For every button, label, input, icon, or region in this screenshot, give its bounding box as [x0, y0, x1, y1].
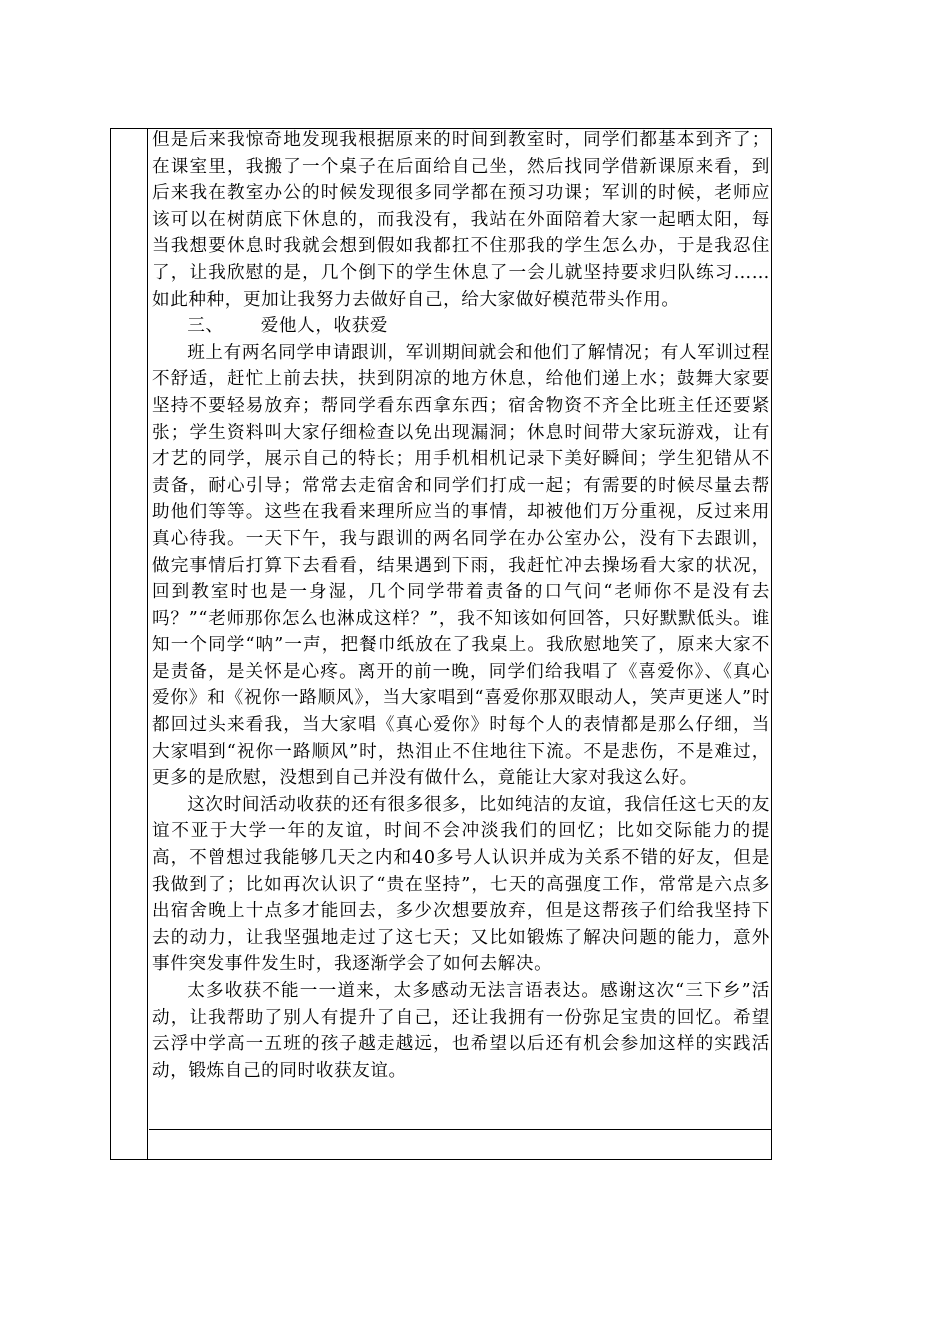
section-number: 三、 — [187, 316, 224, 337]
table-content-cell — [149, 129, 771, 1159]
section-heading — [152, 313, 770, 340]
document-table — [110, 128, 772, 1160]
essay-body — [152, 127, 770, 1084]
table-inner-divider — [149, 1129, 771, 1130]
paragraph-1: 班上有两名同学申请跟训，军训期间就会和他们了解情况；有人军训过程不舒适，赶忙上前去扶，扶到阴凉的地方休息，给他们递上水；鼓舞大家要坚持不要轻易放弃；帮同学看东西拿东西；宿舍物资不齐全比班主任还要紧张；学生资料叫大家仔细检查以免出现漏洞；休息时间带大家玩游戏，让有才艺的同学，展示自己的特长；用手机相机记录下美好瞬间；学生犯错从不责备，耐心引导；常常去走宿舍和同学们打成一起；有需要的时候尽量去帮助他们等等。这些在我看来理所应当的事情，却被他们万分重视，反过来用真心待我。一天下午，我与跟训的两名同学在办公室办公，没有下去跟训，做完事情后打算下去看看，结果遇到下雨，我赶忙冲去操场看大家的状况，回到教室时也是一身湿，几个同学带着责备的口气问“老师你不是没有去吗？”“老师那你怎么也淋成这样？”，我不知该如何回答，只好默默低头。谁知一个同学“呐”一声，把餐巾纸放在了我桌上。我欣慰地笑了，原来大家不是责备，是关怀是心疼。离开的前一晚，同学们给我唱了《喜爱你》、《真心爱你》和《祝你一路顺风》，当大家唱到“喜爱你那双眼动人，笑声更迷人”时都回过头来看我，当大家唱《真心爱你》时每个人的表情都是那么仔细，当大家唱到“祝你一路顺风”时，热泪止不住地往下流。不是悲伤，不是难过，更多的是欣慰，没想到自己并没有做什么，竟能让大家对我这么好。 — [152, 342, 770, 789]
table-left-column — [111, 129, 148, 1159]
paragraph-2: 这次时间活动收获的还有很多很多，比如纯洁的友谊，我信任这七天的友谊不亚于大学一年的友谊，时间不会冲淡我们的回忆；比如交际能力的提高，不曾想过我能够几天之内和40多号人认识并成为关系不错的好友，但是我做到了；比如再次认识了“贵在坚持”，七天的高强度工作，常常是六点多出宿舍晚上十点多才能回去，多少次想要放弃，但是这帮孩子们给我坚持下去的动力，让我坚强地走过了这七天；又比如锻炼了解决问题的能力，意外事件突发事件发生时，我逐渐学会了如何去解决。 — [152, 794, 770, 975]
paragraph-3: 太多收获不能一一道来，太多感动无法言语表达。感谢这次“三下乡”活动，让我帮助了别人有提升了自己，还让我拥有一份弥足宝贵的回忆。希望云浮中学高一五班的孩子越走越远，也希望以后还有机会参加这样的实践活动，锻炼自己的同时收获友谊。 — [152, 981, 770, 1081]
continuation-paragraph: 但是后来我惊奇地发现我根据原来的时间到教室时，同学们都基本到齐了；在课室里，我搬了一个桌子在后面给自己坐，然后找同学借新课原来看，到后来我在教室办公的时候发现很多同学都在预习功课；军训的时候，老师应该可以在树荫底下休息的，而我没有，我站在外面陪着大家一起晒太阳，每当我想要休息时我就会想到假如我都扛不住那我的学生怎么办，于是我忍住了，让我欣慰的是，几个倒下的学生休息了一会儿就坚持要求归队练习……如此种种，更加让我努力去做好自己，给大家做好模范带头作用。 — [152, 130, 770, 310]
section-title: 爱他人，收获爱 — [260, 316, 389, 337]
